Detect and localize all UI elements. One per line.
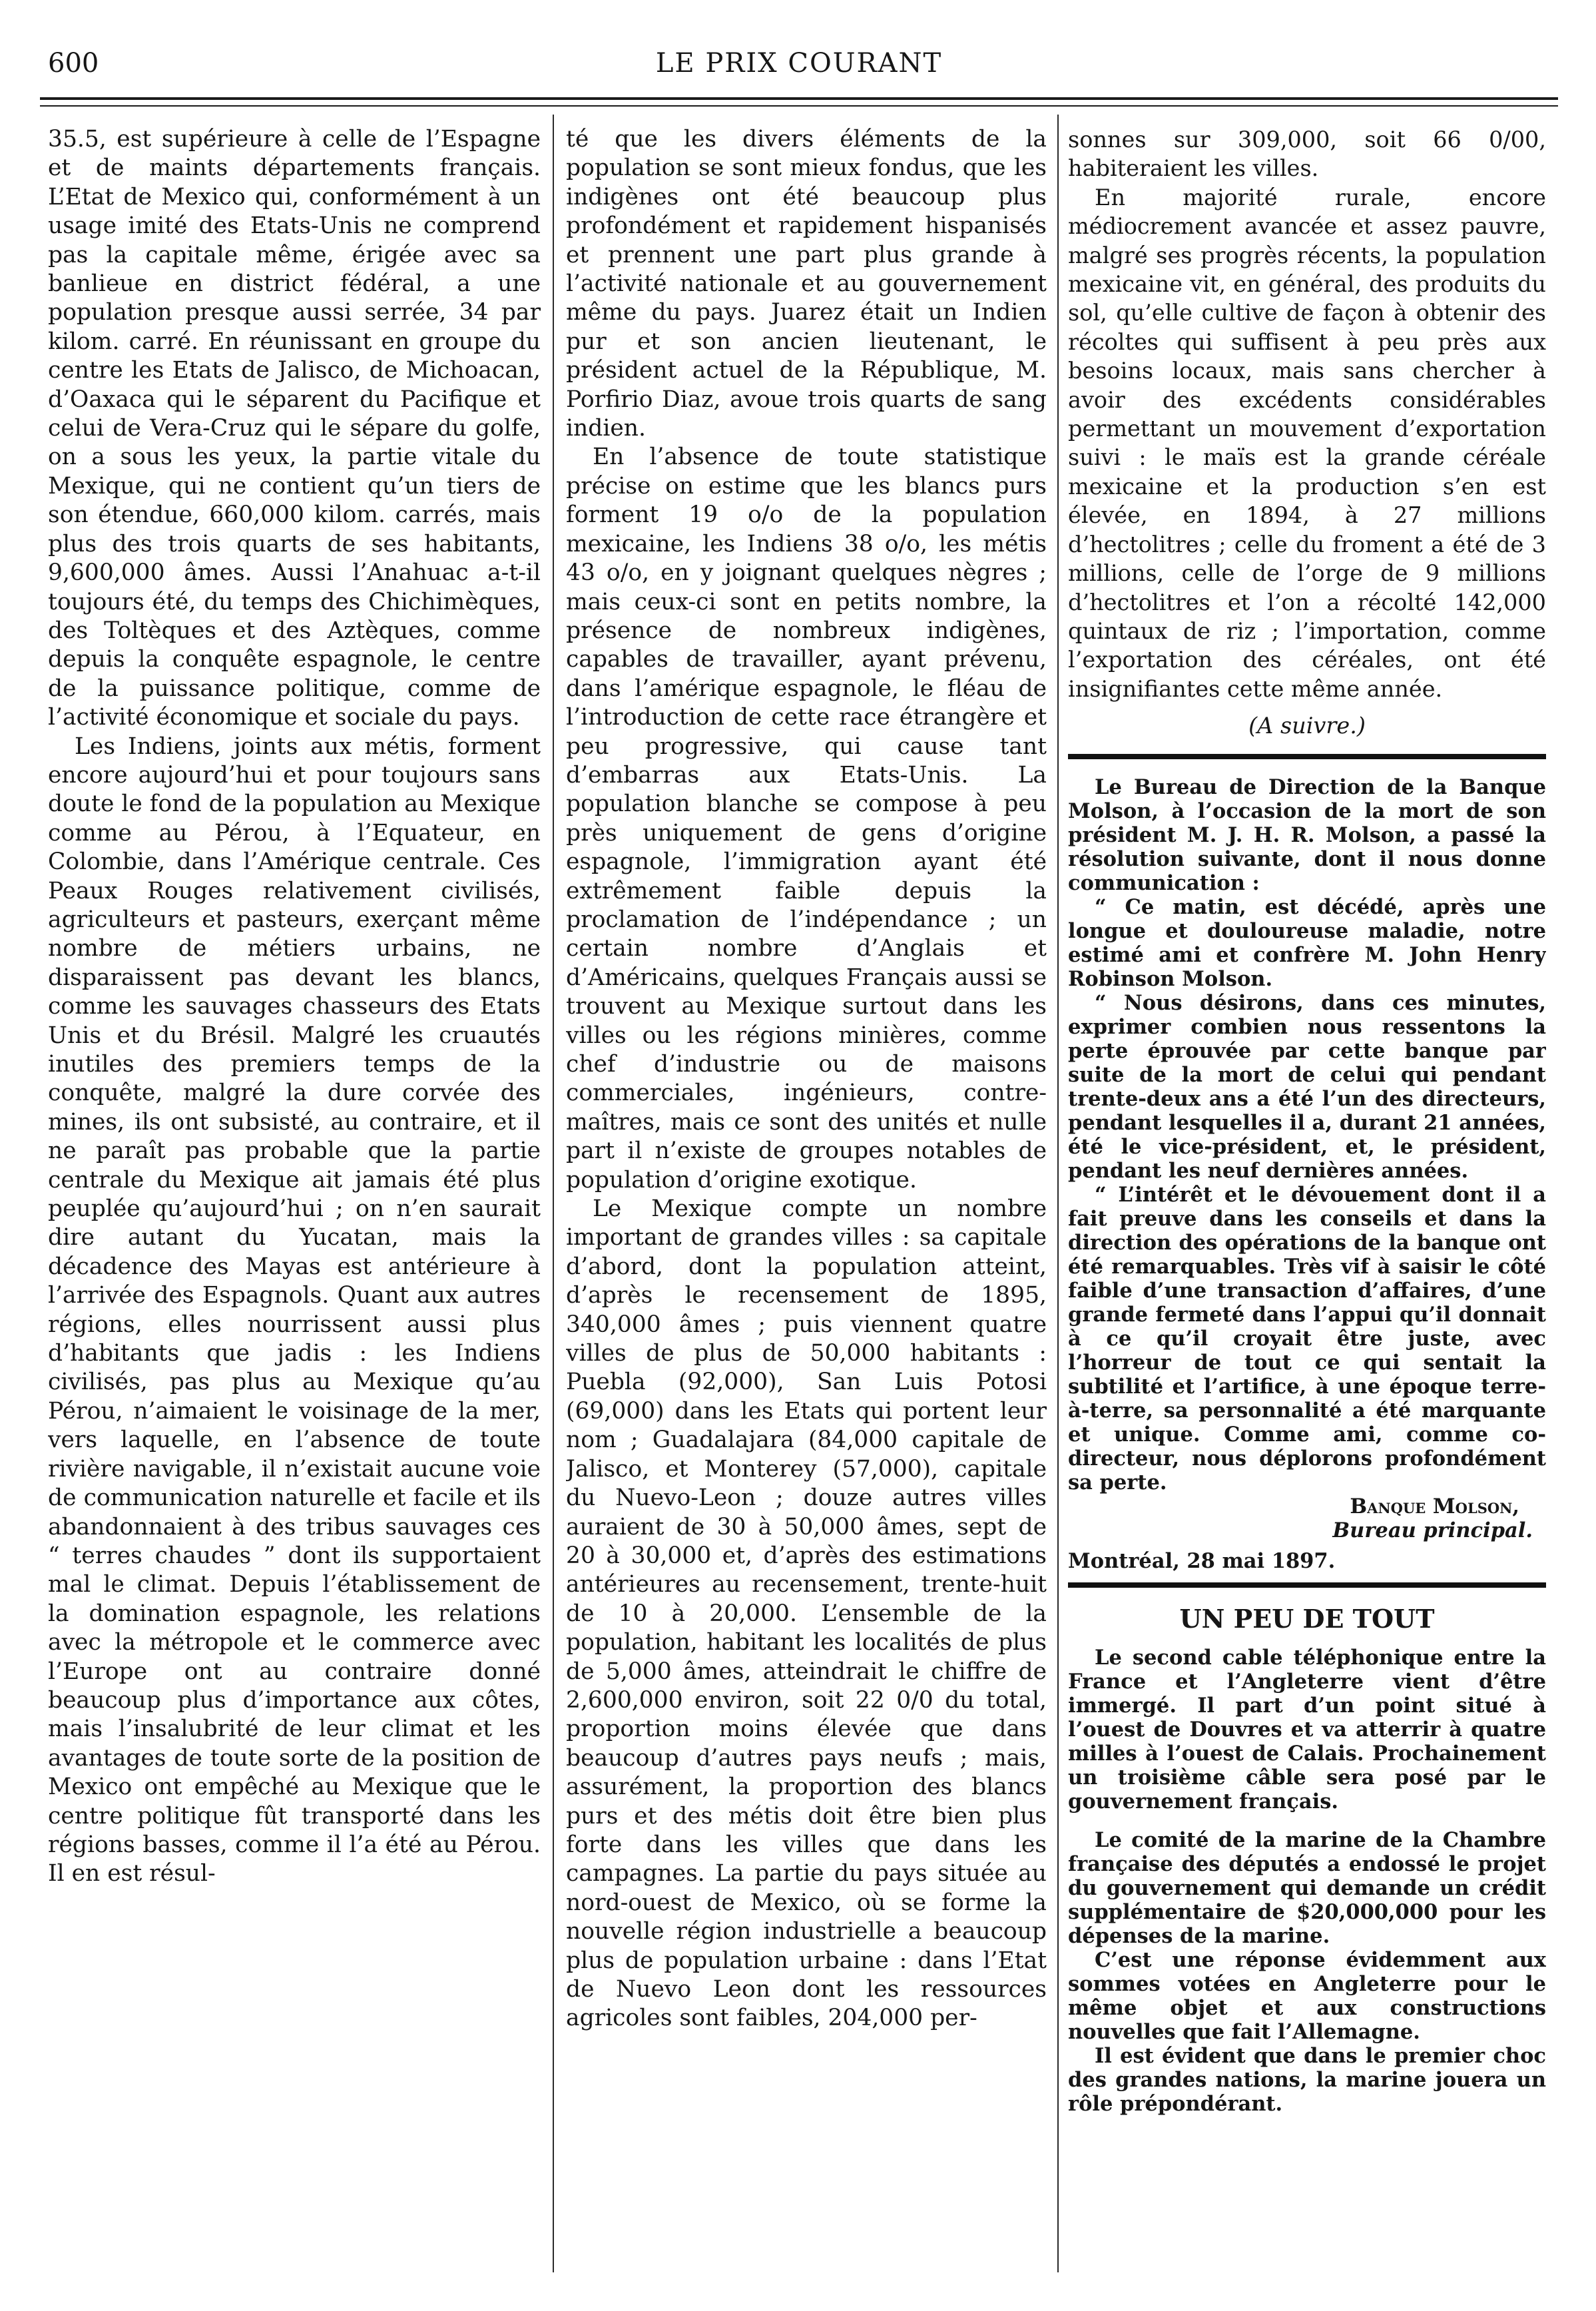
notice-intro: Le Bureau de Direction de la Banque Molson, à l’occasion de la mort de son président M. J. H. R. Molson, a passé la résolution suivante, dont il nous donne communication : bbox=[1068, 775, 1546, 895]
section-rule bbox=[1068, 1582, 1546, 1588]
news-item: Il est évident que dans le premier choc des grandes nations, la marine jouera un rôle prépondérant. bbox=[1068, 2043, 1546, 2116]
news-spacer bbox=[1068, 1814, 1546, 1828]
column-2 bbox=[566, 125, 1047, 2276]
molson-notice bbox=[1068, 775, 1546, 1573]
notice-quote: “ Ce matin, est décédé, après une longue et douloureuse maladie, notre estimé ami et confrère M. John Henry Robinson Molson. bbox=[1068, 894, 1546, 991]
paragraph: 35.5, est supérieure à celle de l’Espagne et de maints départements français. L’Etat de Mexico qui, conformément à un usage imité des Etats-Unis ne comprend pas la capitale même, érigée avec sa banlieue en district fédéral, a une population presque aussi serrée, 34 par kilom. carré. En réunissant en groupe du centre les Etats de Jalisco, de Michoacan, d’Oaxaca qui le séparent du Pacifique et celui de Vera-Cruz qui le sépare du golfe, on a sous les yeux, la partie vitale du Mexique, qui ne contient qu’un tiers de son étendue, 660,000 kilom. carrés, mais plus des trois quarts de ses habitants, 9,600,000 âmes. Aussi l’Anahuac a-t-il toujours été, du temps des Chichimèques, des Toltèques et des Aztèques, comme depuis la conquête espagnole, le centre de la puissance politique, comme de l’activité économique et sociale du pays. bbox=[48, 126, 541, 731]
paragraph: En majorité rurale, encore médiocrement avancée et assez pauvre, malgré ses progrès récents, la population mexicaine vit, en général, des produits du sol, qu’elle cultive de façon à obtenir des récoltes qui suffisent à peu près aux besoins locaux, mais sans chercher à avoir des excédents considérables permettant un mouvement d’exportation suivi : le maïs est la grande céréale mexicaine et la production s’en est élevée, en 1894, à 27 millions d’hectolitres ; celle du froment a été de 3 millions, celle de l’orge de 9 millions d’hectolitres et l’on a récolté 142,000 quintaux de riz ; l’importation, comme l’exportation des céréales, ont été insignifiantes cette même année. bbox=[1068, 184, 1546, 702]
header-rule bbox=[40, 97, 1558, 100]
paragraph: sonnes sur 309,000, soit 66 0/00, habiteraient les villes. bbox=[1068, 127, 1546, 182]
paragraph: té que les divers éléments de la population se sont mieux fondus, que les indigènes ont été beaucoup plus profondément et rapidement hispanisés et prennent une part plus grande à l’activité nationale et au gouvernement même du pays. Juarez était un Indien pur et son ancien lieutenant, le président actuel de la République, M. Porfirio Diaz, avoue trois quarts de sang indien. bbox=[566, 126, 1047, 442]
paragraph: Les Indiens, joints aux métis, forment encore aujourd’hui et pour toujours sans doute le fond de la population au Mexique comme au Pérou, à l’Equateur, en Colombie, dans l’Amérique centrale. Ces Peaux Rouges relativement civilisés, agriculteurs et pasteurs, exerçant même nombre de métiers urbains, ne disparaissent pas devant les blancs, comme les sauvages chasseurs des Etats Unis et du Brésil. Malgré les cruautés inutiles des premiers temps de la conquête, malgré la dure corvée des mines, ils ont subsisté, au contraire, et il ne paraît pas probable que la partie centrale du Mexique ait jamais été plus peuplée qu’aujourd’hui ; on n’en saurait dire autant du Yucatan, mais la décadence des Mayas est antérieure à l’arrivée des Espagnols. Quant aux autres régions, elles nourrissent aussi plus d’habitants que jadis : les Indiens civilisés, pas plus au Mexique qu’au Pérou, n’aimaient le voisinage de la mer, vers laquelle, en l’absence de toute rivière navigable, il n’existait aucune voie de communication naturelle et facile et ils abandonnaient à des tribus sauvages ces “ terres chaudes ” dont ils supportaient mal le climat. Depuis l’établissement de la domination espagnole, les relations avec la métropole et le commerce avec l’Europe ont au contraire donné beaucoup plus d’importance aux côtes, mais l’insalubrité de leur climat et les avantages de toute sorte de la position de Mexico ont empêché au Mexique que le centre politique fût transporté dans les régions basses, comme il l’a été au Pérou. Il en est résul- bbox=[48, 733, 541, 1887]
column-divider bbox=[553, 115, 554, 2272]
paragraph: Le Mexique compte un nombre important de grandes villes : sa capitale d’abord, dont la population atteint, d’après le recensement de 1895, 340,000 âmes ; puis viennent quatre villes de plus de 50,000 habitants : Puebla (92,000), San Luis Potosi (69,000) dans les Etats qui portent leur nom ; Guadalajara (84,000 capitale de Jalisco, et Monterey (57,000), capitale du Nuevo-Leon ; douze autres villes auraient de 30 à 50,000 âmes, sept de 20 à 30,000 et, d’après des estimations antérieures au recensement, trente-huit de 10 à 20,000. L’ensemble de la population, habitant les localités de plus de 5,000 âmes, atteindrait le chiffre de 2,600,000 environ, soit 22 0/0 du total, proportion moins élevée que dans beaucoup d’autres pays neufs ; mais, assurément, la proportion des blancs purs et des métis doit être bien plus forte dans les villes que dans les campagnes. La partie du pays située au nord-ouest de Mexico, où se forme la nouvelle région industrielle a beaucoup plus de population urbaine : dans l’Etat de Nuevo Leon dont les ressources agricoles sont faibles, 204,000 per- bbox=[566, 1195, 1047, 2032]
notice-quote: “ L’intérêt et le dévouement dont il a fait preuve dans les conseils et dans la direction des opérations de la banque ont été remarquables. Très vif à saisir le côté faible d’une transaction d’affaires, d’une grande fermeté dans l’appui qu’il donnait à ce qu’il croyait être juste, avec l’horreur de tout ce qui sentait la subtilité et l’artifice, à une époque terre-à-terre, sa personnalité a été marquante et unique. Comme ami, comme co-directeur, nous déplorons profondément sa perte. bbox=[1068, 1182, 1546, 1494]
running-title: LE PRIX COURANT bbox=[655, 48, 943, 79]
page-header bbox=[40, 48, 1558, 88]
page-number: 600 bbox=[48, 48, 99, 79]
notice-quote: “ Nous désirons, dans ces minutes, exprimer combien nous ressentons la perte éprouvée par cette banque par suite de la mort de celui qui pendant trente-deux ans a été l’un des directeurs, pendant lesquelles il a, durant 21 années, été le vice-président, et, le président, pendant les neuf dernières années. bbox=[1068, 990, 1546, 1183]
notice-date: Montréal, 28 mai 1897. bbox=[1068, 1548, 1336, 1573]
news-item: Le second cable téléphonique entre la France et l’Angleterre vient d’être immergé. Il part d’un point situé à l’ouest de Douvres et va atterrir à quatre milles à l’ouest de Calais. Prochainement un troisième câble sera posé par le gouvernement français. bbox=[1068, 1645, 1546, 1814]
section-title: UN PEU DE TOUT bbox=[1179, 1603, 1435, 1634]
news-item: C’est une réponse évidemment aux sommes votées en Angleterre pour le même objet et aux constructions nouvelles que fait l’Allemagne. bbox=[1068, 1947, 1546, 2044]
to-be-continued: (A suivre.) bbox=[1248, 713, 1366, 739]
misc-news bbox=[1068, 1646, 1546, 2116]
signature-title: Bureau principal. bbox=[1332, 1518, 1533, 1542]
column-1 bbox=[48, 125, 541, 2276]
news-item: Le comité de la marine de la Chambre française des députés a endossé le projet du gouvernement qui demande un crédit supplémentaire de $20,000,000 pour les dépenses de la marine. bbox=[1068, 1827, 1546, 1948]
signature-name: Banque Molson, bbox=[1350, 1494, 1519, 1518]
column-3 bbox=[1068, 125, 1546, 2276]
paragraph: En l’absence de toute statistique précise on estime que les blancs purs forment 19 o/o de la population mexicaine, les Indiens 38 o/o, les métis 43 o/o, en y joignant quelques nègres ; mais ceux-ci sont en petits nombre, la présence de nombreux indigènes, capables de travailler, ayant prévenu, dans l’amérique espagnole, le fléau de l’introduction de cette race étrangère et peu progressive, qui cause tant d’embarras aux Etats-Unis. La population blanche se compose à peu près uniquement de gens d’origine espagnole, l’immigration ayant été extrêmement faible depuis la proclamation de l’indépendance ; un certain nombre d’Anglais et d’Américains, quelques Français aussi se trouvent au Mexique surtout dans les villes ou les régions minières, comme chef d’industrie ou de maisons commerciales, ingénieurs, contre-maîtres, mais ce sont des unités et nulle part il n’existe de groupes notables de population d’origine exotique. bbox=[566, 444, 1047, 1193]
header-rule-thin bbox=[40, 105, 1558, 107]
section-rule bbox=[1068, 754, 1546, 759]
column-divider bbox=[1057, 115, 1059, 2272]
